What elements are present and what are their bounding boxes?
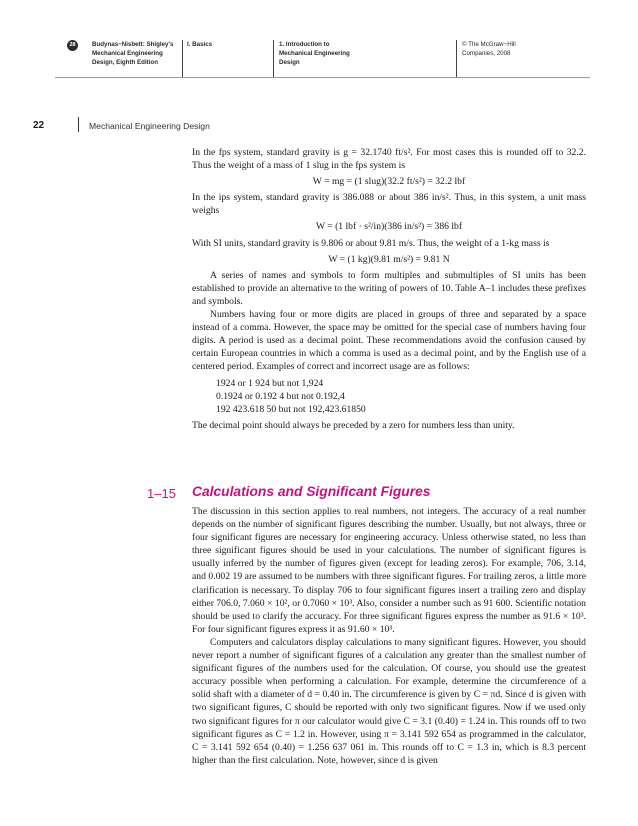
page-number: 22 bbox=[33, 120, 45, 131]
list-item: 1924 or 1 924 but not 1,924 bbox=[216, 377, 324, 389]
header-divider bbox=[273, 40, 274, 78]
paragraph: In the fps system, standard gravity is g = 32.1740 ft/s². For most cases this is rounded off to 32.2. Thus the weight of a mass of 1 slug in the fps system is bbox=[192, 147, 586, 172]
paragraph: Numbers having four or more digits are placed in groups of three and separated by a space instead of a comma. However, the space may be omitted for the special case of numbers having four digits. A period is used as a decimal point. These recommendations avoid the confusion caused by certain European countries in which a comma is used as a decimal point, and by the English use of a centered period. Examples of correct and incorrect usage are as follows: bbox=[192, 309, 586, 373]
paragraph: In the ips system, standard gravity is 386.088 or about 386 in/s². Thus, in this system, a unit mass weighs bbox=[192, 192, 586, 217]
examples-list bbox=[216, 377, 586, 416]
paragraph: A series of names and symbols to form multiples and submultiples of SI units has been established to provide an alternative to the writing of powers of 10. Table A–1 includes these prefixes and symbols. bbox=[192, 269, 586, 307]
header-line: Mechanical Engineering bbox=[279, 50, 350, 57]
section-number: 1–15 bbox=[147, 486, 176, 501]
section-title: Calculations and Significant Figures bbox=[192, 484, 431, 499]
header-line: Budynas−Nisbett: Shigley's bbox=[92, 41, 174, 48]
header-line: Design bbox=[279, 59, 300, 66]
paragraph: Computers and calculators display calculations to many significant figures. However, you should never report a number of significant figures of a calculation any greater than the smallest number of significant figures of the numbers used for the calculation. Of course, you should use the greatest accuracy possible when performing a calculation. For example, determine the circumference of a solid shaft with a diameter of d = 0.40 in. The circumference is given by C = πd. Since d is given with two significant figures, C should be reported with only two significant figures. Now if we used only two significant figures for π our calculator would give C = 3.1 (0.40) = 1.24 in. This rounds off to two significant figures as C = 1.2 in. However, using π = 3.141 592 654 as programmed in the calculator, C = 3.141 592 654 (0.40) = 1.256 637 061 in. This rounds off to C = 1.3 in, which is 8.3 percent higher than the first calculation. Note, however, since d is given bbox=[192, 636, 586, 766]
header-line: Companies, 2008 bbox=[462, 50, 511, 57]
body-text-top bbox=[192, 146, 586, 432]
header-divider bbox=[456, 40, 457, 78]
header-book-title bbox=[92, 40, 173, 67]
paragraph: The discussion in this section applies to real numbers, not integers. The accuracy of a real number depends on the number of significant figures describing the number. Usually, but not always, three or four significant figures are necessary for engineering accuracy. Unless otherwise stated, no less than three significant figures should be used in your calculations. The number of significant figures is usually inferred by the number of figures given (except for leading zeros). For example, 706, 3.14, and 0.002 19 are assumed to be numbers with three significant figures. For trailing zeros, a little more clarification is necessary. To display 706 to four significant figures insert a trailing zero and display either 706.0, 7.060 × 10², or 0.7060 × 10³. Also, consider a number such as 91 600. Scientific notation should be used to clarify the accuracy. For three significant figures express the number as 91.6 × 10³. For four significant figures express it as 91.60 × 10³. bbox=[192, 506, 586, 635]
equation: W = (1 kg)(9.81 m/s²) = 9.81 N bbox=[328, 253, 450, 265]
header-copyright bbox=[462, 40, 516, 58]
header-line: Design, Eighth Edition bbox=[92, 59, 158, 66]
page-badge: 28 bbox=[67, 40, 78, 51]
header-line: Mechanical Engineering bbox=[92, 50, 163, 57]
header-part bbox=[187, 40, 212, 49]
paragraph: With SI units, standard gravity is 9.806 or about 9.81 m/s. Thus, the weight of a 1-kg mass is bbox=[192, 237, 550, 249]
header-divider bbox=[182, 40, 183, 78]
header-line: © The McGraw−Hill bbox=[462, 41, 516, 48]
header-chapter bbox=[279, 40, 350, 67]
paragraph: The decimal point should always be preceded by a zero for numbers less than unity. bbox=[192, 419, 515, 431]
header-line: I. Basics bbox=[187, 41, 213, 48]
header-line: 1. Introduction to bbox=[279, 41, 330, 48]
equation: W = (1 lbf · s²/in)(386 in/s²) = 386 lbf bbox=[315, 221, 463, 233]
list-item: 192 423.618 50 but not 192,423.61850 bbox=[216, 403, 366, 415]
header-rule bbox=[55, 77, 590, 78]
equation: W = mg = (1 slug)(32.2 ft/s²) = 32.2 lbf bbox=[312, 176, 466, 188]
body-text-section bbox=[192, 505, 586, 767]
running-head-divider bbox=[78, 117, 79, 132]
running-head-title: Mechanical Engineering Design bbox=[89, 121, 210, 131]
list-item: 0.1924 or 0.192 4 but not 0.192,4 bbox=[216, 390, 345, 402]
